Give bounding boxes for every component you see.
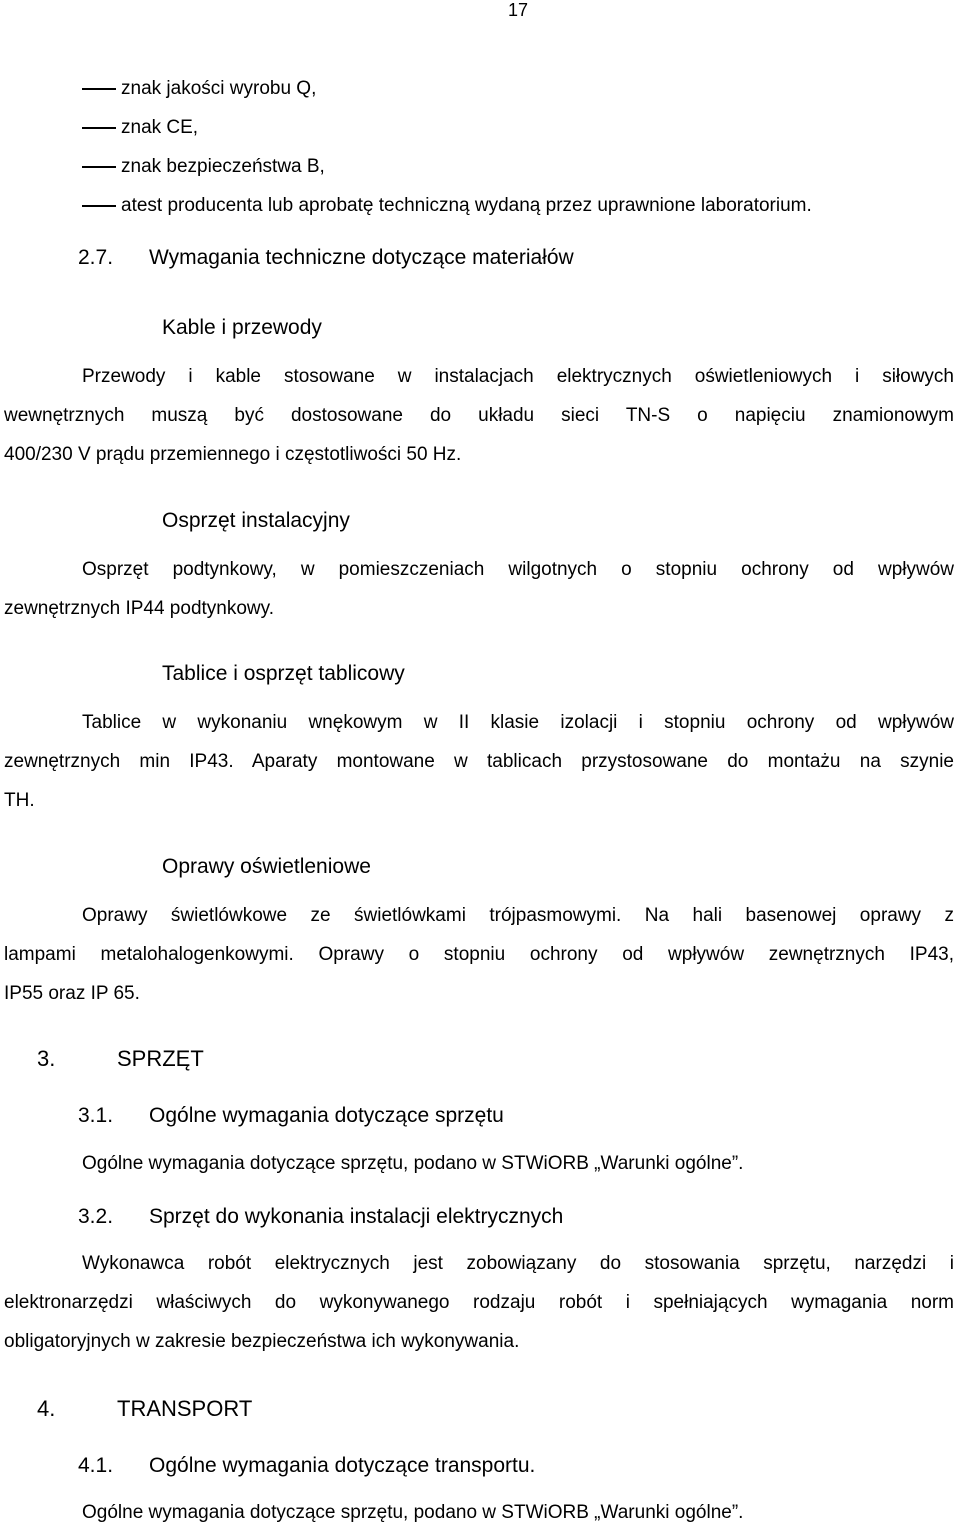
- paragraph: [4, 703, 954, 820]
- paragraph-line: 400/230 V prądu przemiennego i częstotliwości 50 Hz.: [4, 444, 462, 465]
- subsection-title: Osprzęt instalacyjny: [162, 509, 350, 532]
- chapter-number: 3.: [37, 1046, 56, 1071]
- paragraph-line: Tablice w wykonaniu wnękowym w II klasie izolacji i stopniu ochrony od wpływów: [82, 712, 954, 733]
- paragraph-line: IP55 oraz IP 65.: [4, 983, 140, 1004]
- paragraph-line: Osprzęt podtynkowy, w pomieszczeniach wilgotnych o stopniu ochrony od wpływów: [82, 559, 954, 580]
- section-number: 3.2.: [78, 1205, 114, 1228]
- paragraph: [4, 896, 954, 1013]
- section-title: Wymagania techniczne dotyczące materiałów: [149, 246, 574, 269]
- list-item: znak CE,: [121, 117, 199, 138]
- section-title: Ogólne wymagania dotyczące transportu.: [149, 1454, 536, 1477]
- paragraph: Ogólne wymagania dotyczące sprzętu, podano w STWiORB „Warunki ogólne”.: [82, 1153, 744, 1174]
- list-item: atest producenta lub aprobatę techniczną wydaną przez uprawnione laboratorium.: [121, 195, 812, 216]
- paragraph-line: Przewody i kable stosowane w instalacjach elektrycznych oświetleniowych i siłowych: [82, 366, 954, 387]
- paragraph-line: Wykonawca robót elektrycznych jest zobowiązany do stosowania sprzętu, narzędzi i: [82, 1253, 954, 1274]
- paragraph-line: Oprawy świetlówkowe ze świetlówkami trójpasmowymi. Na hali basenowej oprawy z: [82, 905, 954, 926]
- subsection-title: Kable i przewody: [162, 316, 322, 339]
- paragraph-line: wewnętrznych muszą być dostosowane do układu sieci TN-S o napięciu znamionowym: [4, 405, 954, 426]
- paragraph: [4, 550, 954, 628]
- section-number: 4.1.: [78, 1454, 114, 1477]
- paragraph-line: zewnętrznych IP44 podtynkowy.: [4, 598, 275, 619]
- section-title: Sprzęt do wykonania instalacji elektrycznych: [149, 1205, 564, 1228]
- chapter-number: 4.: [37, 1396, 56, 1421]
- section-title: Ogólne wymagania dotyczące sprzętu: [149, 1104, 504, 1127]
- subsection-title: Tablice i osprzęt tablicowy: [162, 662, 405, 685]
- paragraph-line: elektronarzędzi właściwych do wykonywanego rodzaju robót i spełniających wymagania norm: [4, 1292, 954, 1313]
- list-item: znak bezpieczeństwa B,: [121, 156, 325, 177]
- dash-icon: [82, 205, 116, 207]
- paragraph-line: zewnętrznych min IP43. Aparaty montowane w tablicach przystosowane do montażu na szynie: [4, 751, 954, 772]
- list-item: znak jakości wyrobu Q,: [121, 78, 317, 99]
- chapter-title: SPRZĘT: [117, 1046, 204, 1071]
- chapter-title: TRANSPORT: [117, 1396, 253, 1421]
- section-number: 2.7.: [78, 246, 114, 269]
- dash-icon: [82, 127, 116, 129]
- subsection-title: Oprawy oświetleniowe: [162, 855, 371, 878]
- paragraph: [4, 1244, 954, 1361]
- paragraph: [4, 357, 954, 474]
- dash-icon: [82, 88, 116, 90]
- page-number: 17: [508, 0, 529, 20]
- dash-icon: [82, 166, 116, 168]
- section-number: 3.1.: [78, 1104, 114, 1127]
- paragraph-line: lampami metalohalogenkowymi. Oprawy o stopniu ochrony od wpływów zewnętrznych IP43,: [4, 944, 954, 965]
- paragraph-line: TH.: [4, 790, 35, 811]
- paragraph: Ogólne wymagania dotyczące sprzętu, podano w STWiORB „Warunki ogólne”.: [82, 1502, 744, 1523]
- paragraph-line: obligatoryjnych w zakresie bezpieczeństwa ich wykonywania.: [4, 1331, 520, 1352]
